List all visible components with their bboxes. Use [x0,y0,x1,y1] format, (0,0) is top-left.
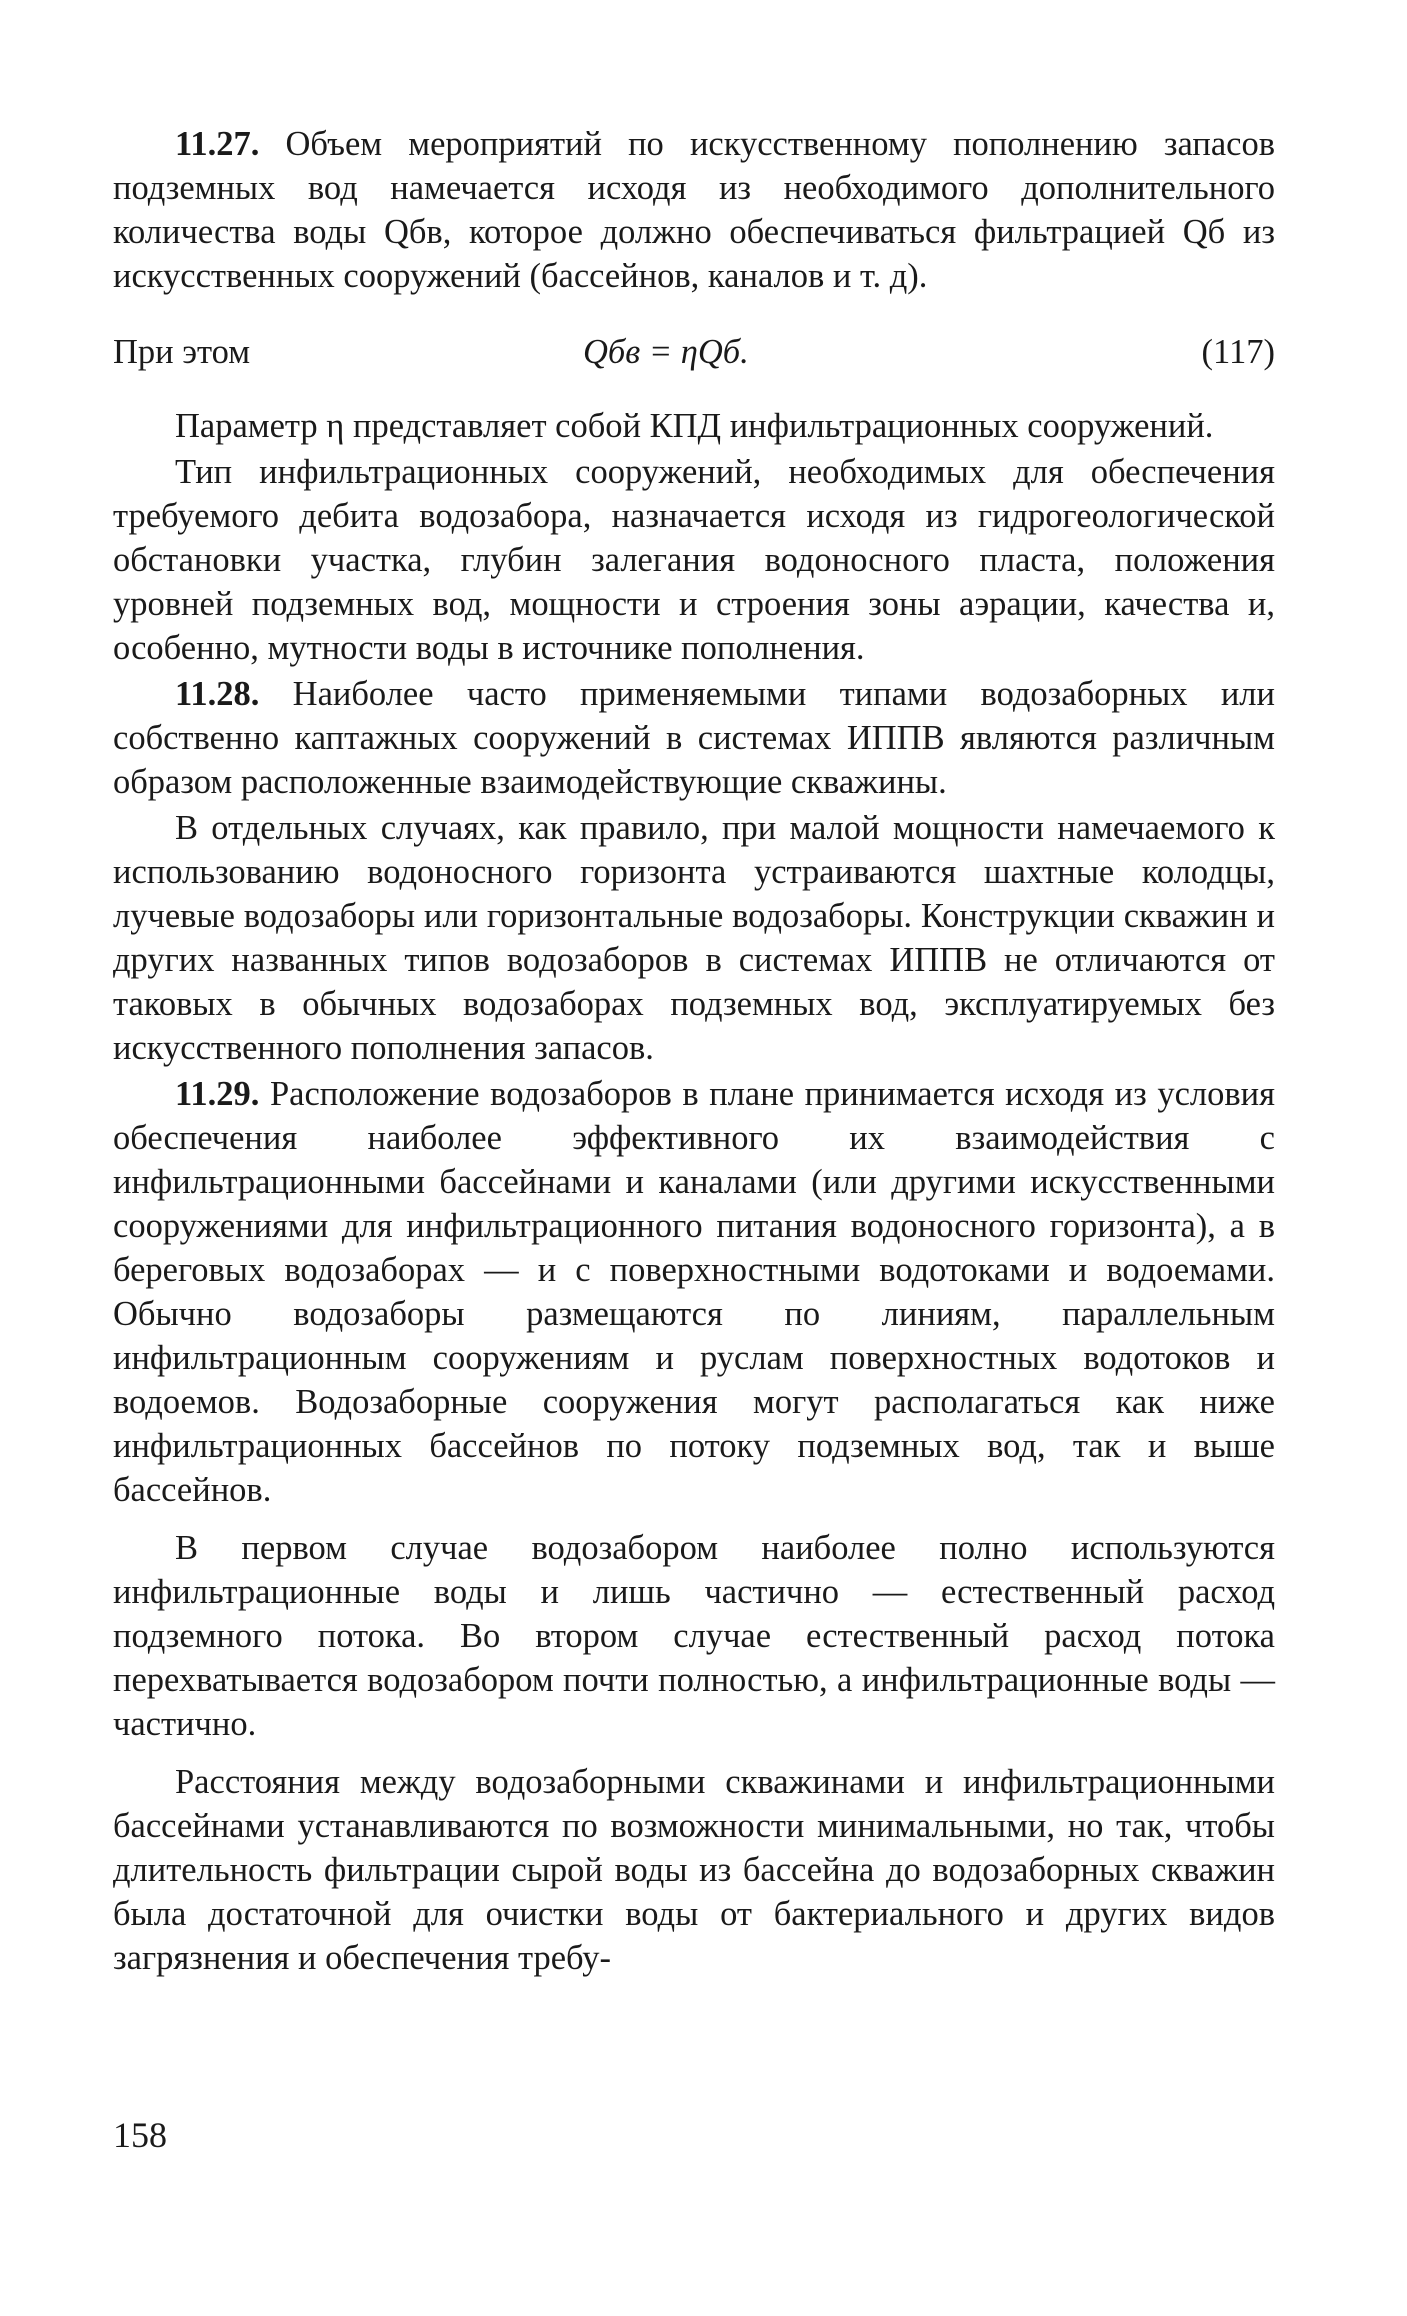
paragraph-distances [113,1760,1275,1980]
paragraph-special-cases [113,806,1275,1070]
section-number-11-27: 11.27. [175,125,260,163]
section-number-11-29: 11.29. [175,1075,260,1113]
paragraph-11-27-text: Объем мероприятий по искусственному пополнению запасов подземных вод намечается исходя из необходимого дополнительного количества воды Qбв, которое должно обеспечиваться фильтрацией Qб из искусственных сооружений (бассейнов, каналов и т. д). [113,125,1276,295]
section-number-11-28: 11.28. [175,675,260,713]
page-number: 158 [113,2115,167,2155]
paragraph-parameter-eta [113,404,1275,448]
paragraph-first-case [113,1526,1275,1746]
paragraph-infiltration-type-text: Тип инфильтрационных сооружений, необходимых для обеспечения требуемого дебита водозабора, назначается исходя из гидрогеологической обстановки участка, глубин залегания водоносного пласта, положения уровней подземных вод, мощности и строения зоны аэрации, качества и, особенно, мутности воды в источнике пополнения. [113,453,1275,667]
paragraph-11-28-text: Наиболее часто применяемыми типами водозаборных или собственно каптажных сооружений в системах ИППВ являются различным образом расположенные взаимодействующие скважины. [113,675,1275,801]
paragraph-first-case-text: В первом случае водозабором наиболее полно используются инфильтрационные воды и лишь частично — естественный расход подземного потока. Во втором случае естественный расход потока перехватывается водозабором почти полностью, а инфильтрационные воды — частично. [113,1529,1275,1743]
paragraph-parameter-eta-text: Параметр η представляет собой КПД инфильтрационных сооружений. [175,407,1214,445]
formula-lead-text: При этом [113,333,251,371]
formula-117 [113,330,1275,374]
paragraph-11-29 [113,1072,1275,1512]
formula-number: (117) [1201,333,1275,371]
paragraph-special-cases-text: В отдельных случаях, как правило, при малой мощности намечаемого к использованию водоносного горизонта устраиваются шахтные колодцы, лучевые водозаборы или горизонтальные водозаборы. Конструкции скважин и других названных типов водозаборов в системах ИППВ не отличаются от таковых в обычных водозаборах подземных вод, эксплуатируемых без искусственного пополнения запасов. [113,809,1275,1067]
paragraph-11-29-text: Расположение водозаборов в плане принимается исходя из условия обеспечения наиболее эффективного их взаимодействия с инфильтрационными бассейнами и каналами (или другими искусственными сооружениями для инфильтрационного питания водоносного горизонта), а в береговых водозаборах — и с поверхностными водотоками и водоемами. Обычно водозаборы размещаются по линиям, параллельным инфильтрационным сооружениям и руслам поверхностных водотоков и водоемов. Водозаборные сооружения могут располагаться как ниже инфильтрационных бассейнов по потоку подземных вод, так и выше бассейнов. [113,1075,1276,1509]
page-body [113,122,1275,1980]
paragraph-infiltration-type [113,450,1275,670]
paragraph-distances-text: Расстояния между водозаборными скважинами и инфильтрационными бассейнами устанавливаются по возможности минимальными, но так, чтобы длительность фильтрации сырой воды из бассейна до водозаборных скважин была достаточной для очистки воды от бактериального и других видов загрязнения и обеспечения требу- [113,1763,1275,1977]
formula-expression: Qбв = ηQб. [583,333,749,371]
paragraph-11-27 [113,122,1275,298]
paragraph-11-28 [113,672,1275,804]
